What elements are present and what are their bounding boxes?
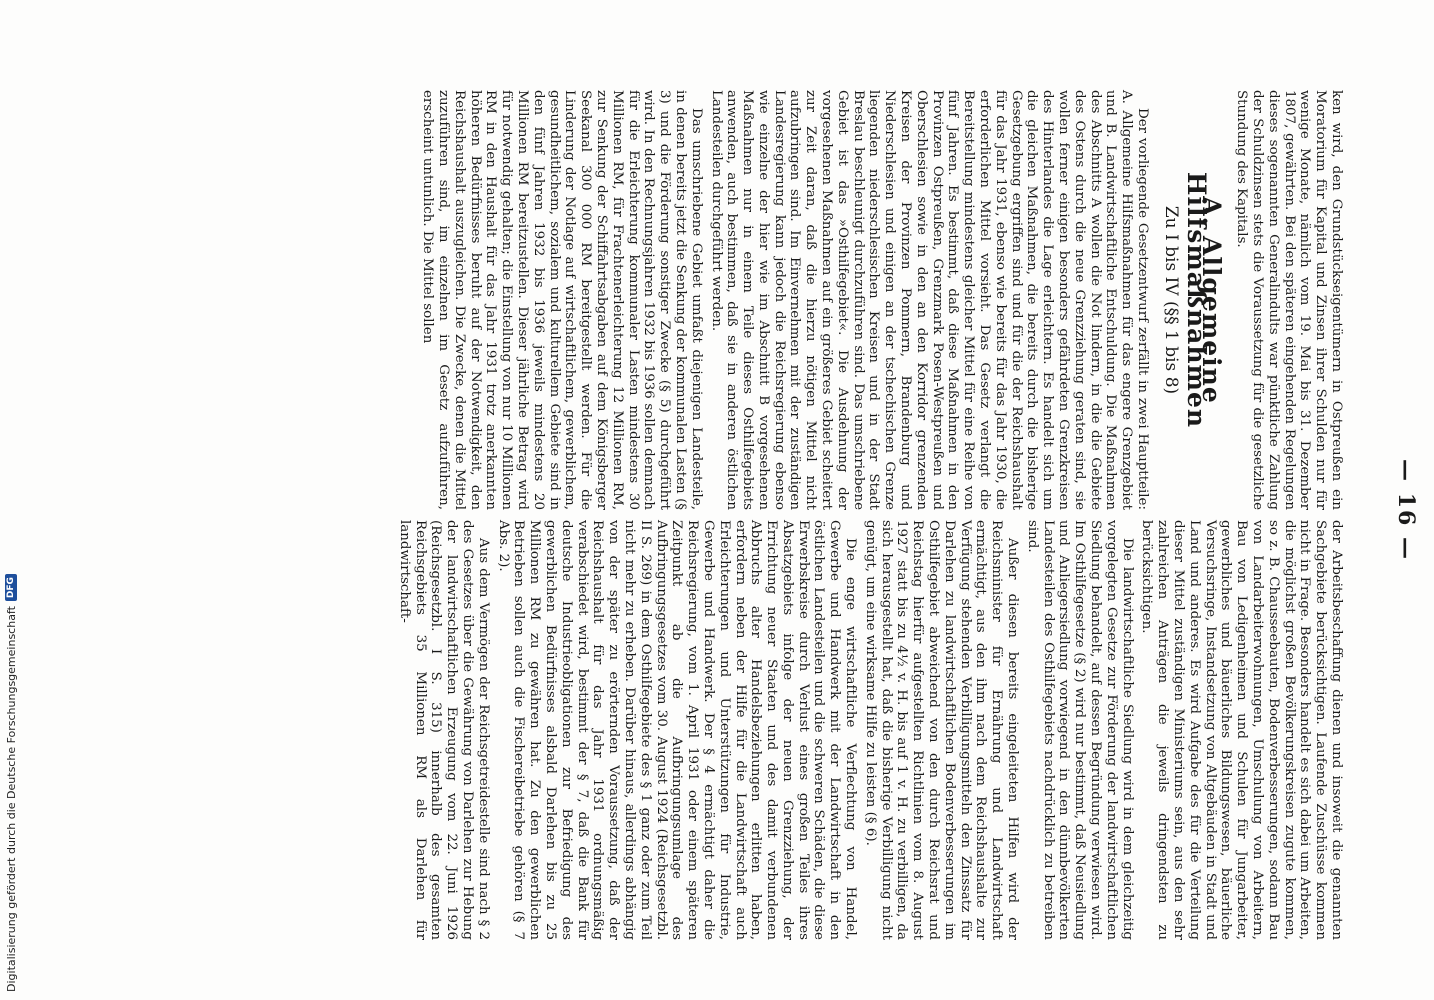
dfg-logo-icon: DFG (5, 574, 17, 601)
page-number: — 16 — (1393, 459, 1419, 561)
section-subtitle: Zu I bis IV (§§ 1 bis 8) (1160, 205, 1181, 395)
digitization-credit (0, 577, 22, 992)
paragraph: der Arbeitsbeschaffung dienen und insoweit die genannten Sachgebiete berücksichtigen. Laufende Zuschüsse kommen nicht in Frage. Besonders handelt es sich dabei um Arbeiten, die möglichst großen Bevölkerungskreisen zugute kommen, so z. B. Chausseebauten, Bodenverbesserungen, sodann Bau von Landarbeiterwohnungen, Umschulung von Arbeitern, Bau von Ledigenheimen und Schulen für Jungarbeiter, gewerbliches und bäuerliches Bildungswesen, bäuerliche Versuchsringe, Instandsetzung von Altgebäuden in Stadt und Land und anderes. Es wird Aufgabe des für die Verteilung dieser Mittel zuständigen Ministeriums sein, aus den sehr zahlreichen Anträgen die jeweils dringendsten zu berücksichtigen. (1139, 520, 1344, 940)
paragraph: Aus dem Vermögen der Reichsgetreidestelle sind nach § 2 des Gesetzes über die Gewährung von Darlehen zur Hebung der landwirtschaftlichen Erzeugung vom 22. Juni 1926 (Reichsgesetzbl. I S. 315) innerhalb des gesamten Reichsgebiets 35 Millionen RM als Darlehen für landwirtschaft- (396, 520, 491, 940)
paragraph: ken wird, den Grundstückseigentümern in Ostpreußen ein Moratorium für Kapital und Zinsen ihrer Schulden nur für wenige Monate, nämlich vom 19. Mai bis 31. Dezember 1807, gewährten. Bei den späteren eingehenden Regelungen dieses sogenannten Generalindults war pünktliche Zahlung der Schuldzinsen stets die Voraussetzung für die gesetzliche Stundung des Kapitals. (1234, 90, 1344, 510)
left-column (415, 90, 1344, 510)
credit-text: Digitalisierung gefördert durch die Deutsche Forschungsgemeinschaft (4, 606, 18, 992)
paragraph: Die enge wirtschaftliche Verflechtung von Handel, Gewerbe und Handwerk mit der Landwirtschaft in den östlichen Landesteilen und die schweren Schäden, die diese Erwerbskreise durch Verlust eines großen Teiles ihres Absatzgebiets infolge der neuen Grenzziehung, der Errichtung neuer Staaten und des damit verbundenen Abbruchs alter Handelsbeziehungen erlitten haben, erfordern neben der Hilfe für die Landwirtschaft auch Erleichterungen und Unterstützungen für Industrie, Gewerbe und Handwerk. Der § 4 ermächtigt daher die Reichsregierung, vom 1. April 1931 oder einem späteren Zeitpunkt ab die Aufbringungsumlage des Aufbringungsgesetzes vom 30. August 1924 (Reichsgesetzbl. II S. 269) in dem Osthilfegebiete des § 1 ganz oder zum Teil nicht mehr zu erheben. Darüber hinaus, allerdings abhängig von der später zu erörternden Voraussetzung, daß der Reichshaushalt für das Jahr 1931 ordnungsmäßig verabschiedet wird, bestimmt der § 7, daß die Bank für deutsche Industrieobligationen zur Befriedigung des gewerblichen Bedürfnisses alsbald Darlehen bis zu 25 Millionen RM zu gewähren hat. Zu den gewerblichen Betrieben sollen auch die Fischereibetriebe gehören (§ 7 Abs. 2). (495, 520, 859, 940)
right-column (392, 520, 1344, 940)
paragraph: Das umschriebene Gebiet umfaßt diejenigen Landesteile, in denen bereits jetzt die Senkung der kommunalen Lasten (§ 3) und die Förderung sonstiger Zwecke (§ 5) durchgeführt wird. In den Rechnungsjahren 1932 bis 1936 sollen demnach für die Erleichterung kommunaler Lasten mindestens 30 Millionen RM, für Frachtenerleichterung 12 Millionen RM, zur Senkung der Schiffahrtsabgaben auf dem Königsberger Seekanal 300 000 RM bereitgestellt werden. Für die Linderung der Notlage auf wirtschaftlichem, gewerblichem, gesundheitlichem, sozialem und kulturellem Gebiete sind in den fünf Jahren 1932 bis 1936 jeweils mindestens 20 Millionen RM bereitzustellen. Dieser jährliche Betrag wird für notwendig gehalten; die Einstellung von nur 10 Millionen RM in den Haushalt für das Jahr 1931 trotz anerkannten höheren Bedürfnisses beruht auf der Notwendigkeit, den Reichshaushalt auszugleichen. Die Zwecke, denen die Mittel zuzuführen sind, im einzelnen im Gesetz aufzuführen, erscheint untunlich. Die Mittel sollen (420, 90, 704, 510)
paragraph: Der vorliegende Gesetzentwurf zerfällt in zwei Hauptteile: A. Allgemeine Hilfsmaßnahmen für das engere Grenzgebiet und B. Landwirtschaftliche Entschuldung. Die Maßnahmen des Abschnitts A wollen die Not lindern, in die die Gebiete des Ostens durch die neue Grenzziehung geraten sind, sie wollen ferner einigen besonders gefährdeten Grenzkreisen des Hinterlandes die Lage erleichtern. Es handelt sich um die gleichen Maßnahmen, die bereits durch die bisherige Gesetzgebung ergriffen sind und für die der Reichshaushalt für das Jahr 1931, ebenso wie bereits für das Jahr 1930, die erforderlichen Mittel vorsieht. Das Gesetz verlangt die Bereitstellung mindestens gleicher Mittel für eine Reihe von fünf Jahren. Es bestimmt, daß diese Maßnahmen in den Provinzen Ostpreußen, Grenzmark Posen-Westpreußen und Oberschlesien sowie in den an den Korridor grenzenden Kreisen der Provinzen Pommern, Brandenburg und Niederschlesien und einigen an der tschechischen Grenze liegenden niederschlesischen Kreisen und in der Stadt Breslau beschleunigt durchzuführen sind. Das umschriebene Gebiet ist das »Osthilfegebiet«. Die Ausdehnung der vorgesehenen Maßnahmen auf ein größeres Gebiet scheitert zur Zeit daran, daß die hierzu nötigen Mittel nicht aufzubringen sind. Im Einvernehmen mit der zuständigen Landesregierung kann jedoch die Reichsregierung ebenso wie einzelne der hier wie im Abschnitt B vorgesehenen Maßnahmen nur in einem Teile dieses Osthilfegebiets anwenden, auch bestimmen, daß sie in anderen östlichen Landesteilen durchgeführt werden. (708, 90, 1151, 510)
section-title: A. Allgemeine Hilfsmaßnahmen (1181, 171, 1227, 429)
paragraph: Die landwirtschaftliche Siedlung wird in dem gleichzeitig vorgelegten Gesetze zur Förderung der landwirtschaftlichen Siedlung behandelt, auf dessen Begründung verwiesen wird. Im Osthilfegesetze (§ 2) wird nur bestimmt, daß Neusiedlung und Anliegersiedlung vorwiegend in den dünnbevölkerten Landesteilen des Osthilfegebiets nachdrücklich zu betreiben sind. (1024, 520, 1135, 940)
paragraph: Außer diesen bereits eingeleiteten Hilfen wird der Reichsminister für Ernährung und Landwirtschaft ermächtigt, aus den ihm nach dem Reichshaushalte zur Verfügung stehenden Verbilligungsmitteln den Zinssatz für Darlehen zu landwirtschaftlichen Bodenverbesserungen im Osthilfegebiet abweichend von den durch Reichsrat und Reichstag hierfür aufgestellten Richtlinien vom 8. August 1927 statt bis zu 4½ v. H. bis auf 1 v. H. zu verbilligen, da sich herausgestellt hat, daß die bisherige Verbilligung nicht genügt, um eine wirksame Hilfe zu leisten (§ 6). (862, 520, 1021, 940)
